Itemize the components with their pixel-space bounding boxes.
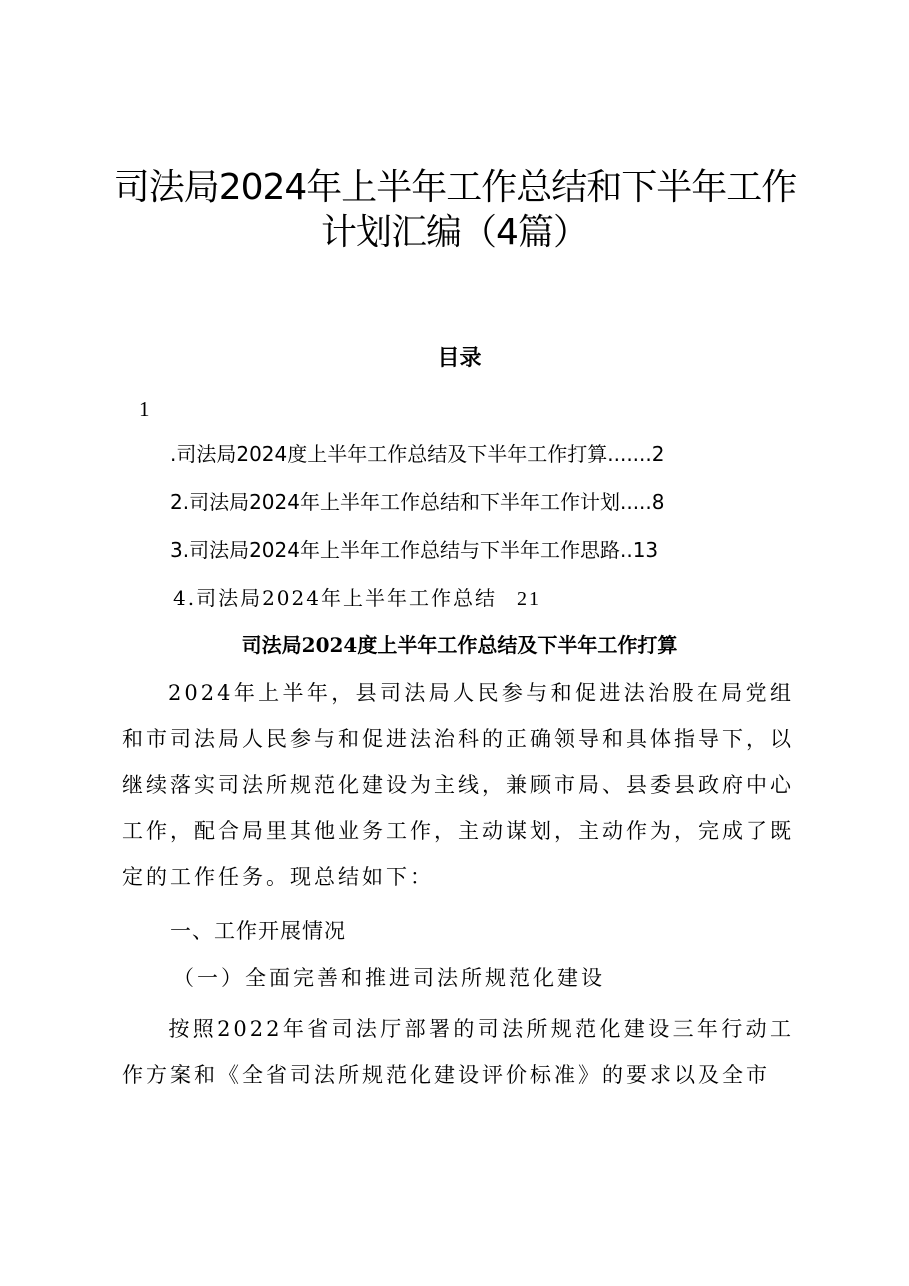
body-paragraph-2-text: 按照2022年省司法厅部署的司法所规范化建设三年行动工作方案和《全省司法所规范化建设评价标准》的要求以及全市 — [122, 1017, 794, 1087]
toc-item-3[interactable]: 3.司法局2024年上半年工作总结与下半年工作思路..13 — [170, 538, 659, 562]
toc-item-4[interactable] — [173, 584, 541, 613]
toc-item-2[interactable]: 2.司法局2024年上半年工作总结和下半年工作计划.....8 — [170, 490, 665, 514]
subheading-1: （一）全面完善和推进司法所规范化建设 — [173, 966, 605, 990]
document-title-line-1: 司法局2024年上半年工作总结和下半年工作 — [113, 167, 797, 208]
body-paragraph-2 — [122, 1006, 794, 1098]
toc-heading: 目录 — [437, 345, 482, 371]
toc-item-1[interactable]: .司法局2024度上半年工作总结及下半年工作打算.......2 — [170, 442, 665, 466]
heading-work-status: 一、工作开展情况 — [170, 919, 346, 943]
document-title-line-2: 计划汇编（4篇） — [321, 212, 588, 253]
body-paragraph-1-text: 2024年上半年，县司法局人民参与和促进法治股在局党组和市司法局人民参与和促进法治科的正确领导和具体指导下，以继续落实司法所规范化建设为主线，兼顾市局、县委县政府中心工作，配合局里其他业务工作，主动谋划，主动作为，完成了既定的工作任务。现总结如下： — [122, 681, 794, 889]
body-paragraph-1 — [122, 670, 794, 900]
toc-number: 1 — [139, 397, 150, 421]
toc-item-4-page: 21 — [516, 588, 541, 610]
section-title: 司法局2024度上半年工作总结及下半年工作打算 — [241, 633, 678, 657]
toc-item-4-text: 4.司法局2024年上半年工作总结 — [173, 586, 497, 610]
